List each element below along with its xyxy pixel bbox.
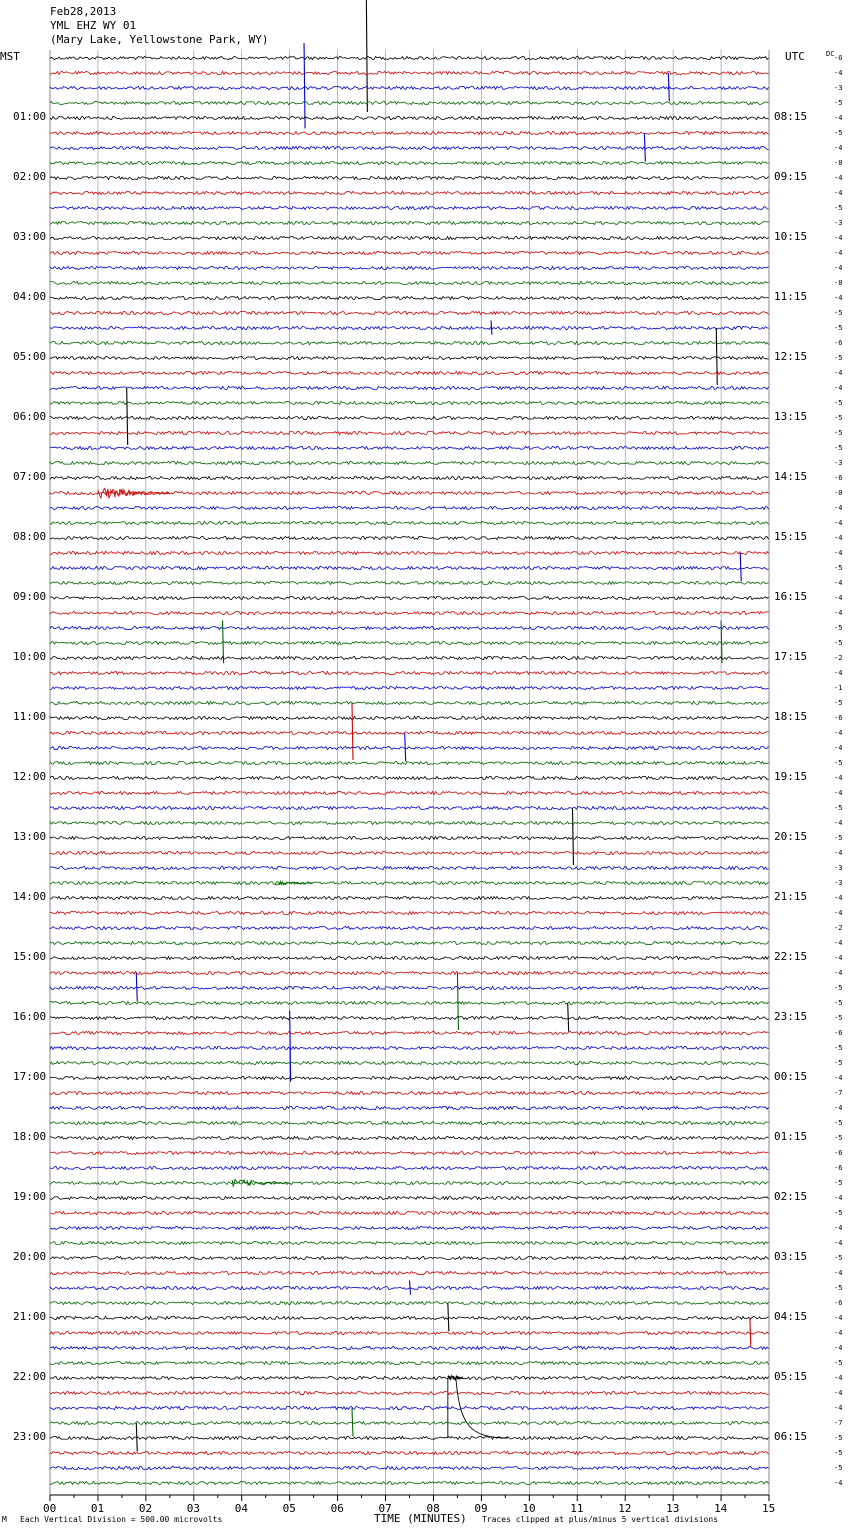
dc-offset-label: -4 xyxy=(834,504,843,512)
seismic-trace xyxy=(50,1346,769,1349)
seismic-trace xyxy=(50,716,769,719)
utc-hour-label: 05:15 xyxy=(774,1370,808,1383)
dc-offset-label: -5 xyxy=(834,1449,843,1457)
seismic-trace xyxy=(50,176,769,179)
x-axis xyxy=(50,1495,769,1501)
mst-hour-label: 13:00 xyxy=(13,830,47,843)
dc-offset-label: -5 xyxy=(834,429,843,437)
dc-offset-label: -7 xyxy=(834,1089,843,1097)
dc-offset-label: -4 xyxy=(834,1104,843,1112)
seismic-trace xyxy=(50,1271,769,1274)
seismic-trace xyxy=(50,1061,769,1064)
dc-offset-label: -4 xyxy=(834,174,843,182)
mst-hour-label: 02:00 xyxy=(13,170,47,183)
seismic-trace xyxy=(50,1121,769,1124)
seismic-event xyxy=(410,1281,411,1295)
seismic-trace xyxy=(50,551,769,554)
utc-hour-label: 14:15 xyxy=(774,470,808,483)
seismic-trace xyxy=(50,746,769,749)
dc-offset-label: -4 xyxy=(834,939,843,947)
dc-offset-label: -4 xyxy=(834,369,843,377)
seismic-trace xyxy=(50,146,769,149)
mst-hour-label: 23:00 xyxy=(13,1430,47,1443)
dc-title: DC xyxy=(826,50,835,58)
dc-offset-label: -4 xyxy=(834,954,843,962)
seismic-event xyxy=(457,973,458,1030)
x-tick-label: 13 xyxy=(666,1502,680,1515)
dc-offset-label: -5 xyxy=(834,999,843,1007)
x-tick-label: 05 xyxy=(282,1502,296,1515)
dc-offset-label: -4 xyxy=(834,1269,843,1277)
seismic-trace xyxy=(50,86,769,89)
dc-offset-label: -5 xyxy=(834,399,843,407)
mst-hour-label: 15:00 xyxy=(13,950,47,963)
dc-offset-label: -4 xyxy=(834,294,843,302)
dc-offset-label: -5 xyxy=(834,1044,843,1052)
dc-offset-label: -5 xyxy=(834,1434,843,1442)
dc-offset-label: -5 xyxy=(834,414,843,422)
dc-offset-label: -4 xyxy=(834,744,843,752)
dc-offset-label: -4 xyxy=(834,1314,843,1322)
dc-offset-label: -5 xyxy=(834,309,843,317)
dc-offset-label: -5 xyxy=(834,564,843,572)
dc-offset-label: -6 xyxy=(834,474,843,482)
dc-offset-label: -4 xyxy=(834,789,843,797)
seismic-trace xyxy=(50,1106,769,1109)
dc-offset-label: -6 xyxy=(834,339,843,347)
seismic-event xyxy=(644,133,645,162)
dc-offset-label: -4 xyxy=(834,384,843,392)
seismic-trace xyxy=(50,416,769,419)
dc-offset-label: -4 xyxy=(834,579,843,587)
seismic-event xyxy=(98,488,169,498)
seismic-trace xyxy=(50,821,769,824)
dc-offset-label: -4 xyxy=(834,234,843,242)
dc-offset-label: -5 xyxy=(834,354,843,362)
x-tick-label: 06 xyxy=(330,1502,344,1515)
dc-offset-label: -4 xyxy=(834,264,843,272)
seismic-trace xyxy=(50,506,769,509)
utc-hour-label: 21:15 xyxy=(774,890,808,903)
dc-offset-label: -4 xyxy=(834,1389,843,1397)
seismic-trace xyxy=(50,1016,769,1019)
seismic-trace xyxy=(50,536,769,539)
dc-offset-label: -3 xyxy=(834,459,843,467)
dc-offset-label: -8 xyxy=(834,159,843,167)
seismic-trace xyxy=(50,641,769,644)
dc-offset-label: -4 xyxy=(834,519,843,527)
dc-offset-label: -4 xyxy=(834,1404,843,1412)
seismic-trace xyxy=(50,1286,769,1289)
x-tick-label: 10 xyxy=(522,1502,536,1515)
dc-offset-label: -5 xyxy=(834,1119,843,1127)
seismic-trace xyxy=(50,926,769,929)
dc-offset-label: -4 xyxy=(834,609,843,617)
dc-offset-label: -8 xyxy=(834,279,843,287)
seismic-trace xyxy=(50,1211,769,1214)
seismic-trace xyxy=(50,566,769,569)
seismic-trace xyxy=(50,1031,769,1034)
dc-offset-label: -5 xyxy=(834,1359,843,1367)
dc-offset-label: -5 xyxy=(834,1464,843,1472)
seismic-trace xyxy=(50,296,769,299)
utc-hour-label: 12:15 xyxy=(774,350,808,363)
seismic-trace xyxy=(50,326,769,329)
mst-hour-label: 19:00 xyxy=(13,1190,47,1203)
mst-hour-label: 10:00 xyxy=(13,650,47,663)
dc-offset-label: -4 xyxy=(834,1344,843,1352)
dc-offset-label: -0 xyxy=(834,489,843,497)
mst-hour-label: 12:00 xyxy=(13,770,47,783)
seismic-trace xyxy=(50,986,769,989)
seismic-event xyxy=(568,1003,569,1032)
utc-hour-label: 06:15 xyxy=(774,1430,808,1443)
dc-offset-label: -5 xyxy=(834,804,843,812)
seismic-trace xyxy=(50,1151,769,1154)
dc-offset-label: -4 xyxy=(834,969,843,977)
dc-offset-label: -6 xyxy=(834,54,843,62)
utc-hour-label: 10:15 xyxy=(774,230,808,243)
seismic-trace xyxy=(50,1181,769,1184)
mst-hour-label: 14:00 xyxy=(13,890,47,903)
seismic-trace xyxy=(50,1001,769,1004)
seismic-trace xyxy=(50,386,769,389)
seismic-trace xyxy=(50,701,769,704)
seismic-trace xyxy=(50,521,769,524)
seismic-trace xyxy=(50,761,769,764)
x-tick-label: 01 xyxy=(90,1502,105,1515)
seismic-trace xyxy=(50,791,769,794)
dc-offset-label: -5 xyxy=(834,759,843,767)
seismic-trace xyxy=(50,341,769,344)
seismic-trace xyxy=(50,1421,769,1424)
dc-offset-label: -4 xyxy=(834,114,843,122)
seismic-trace xyxy=(50,1241,769,1244)
utc-hour-label: 18:15 xyxy=(774,710,808,723)
seismic-trace xyxy=(50,896,769,899)
footer-mark: M xyxy=(2,1515,7,1524)
seismic-trace xyxy=(50,236,769,239)
dc-offset-label: -4 xyxy=(834,1224,843,1232)
x-tick-label: 11 xyxy=(570,1502,584,1515)
dc-offset-label: -4 xyxy=(834,849,843,857)
dc-offset-label: -4 xyxy=(834,594,843,602)
seismic-trace xyxy=(50,281,769,284)
dc-offset-label: -4 xyxy=(834,909,843,917)
seismic-trace xyxy=(50,1391,769,1394)
dc-offset-label: -3 xyxy=(834,879,843,887)
dc-offset-label: -4 xyxy=(834,774,843,782)
seismic-trace xyxy=(50,1466,769,1469)
mst-hour-label: 18:00 xyxy=(13,1130,47,1143)
seismic-trace xyxy=(50,221,769,224)
seismic-trace xyxy=(50,1316,769,1319)
utc-hour-label: 13:15 xyxy=(774,410,808,423)
utc-hour-label: 08:15 xyxy=(774,110,808,123)
dc-offset-label: -2 xyxy=(834,654,843,662)
seismic-trace xyxy=(50,1136,769,1139)
header-location: (Mary Lake, Yellowstone Park, WY) xyxy=(50,33,269,46)
dc-offset-label: -5 xyxy=(834,324,843,332)
utc-hour-label: 01:15 xyxy=(774,1130,808,1143)
seismic-trace xyxy=(50,851,769,854)
seismic-trace xyxy=(50,596,769,599)
seismic-trace xyxy=(50,776,769,779)
x-tick-label: 15 xyxy=(762,1502,776,1515)
seismic-trace xyxy=(50,1256,769,1259)
x-tick-label: 02 xyxy=(138,1502,153,1515)
mst-hour-label: 03:00 xyxy=(13,230,47,243)
x-tick-label: 08 xyxy=(426,1502,440,1515)
seismic-trace xyxy=(50,1406,769,1409)
utc-hour-label: 20:15 xyxy=(774,830,808,843)
dc-offset-label: -5 xyxy=(834,624,843,632)
utc-hour-label: 17:15 xyxy=(774,650,808,663)
footer-clip: Traces clipped at plus/minus 5 vertical divisions xyxy=(482,1515,719,1524)
dc-offset-label: -2 xyxy=(834,924,843,932)
dc-offset-label: -4 xyxy=(834,819,843,827)
seismic-trace xyxy=(50,161,769,164)
seismic-trace xyxy=(50,311,769,314)
seismic-event xyxy=(136,973,137,1002)
dc-offset-label: -5 xyxy=(834,1179,843,1187)
dc-offset-label: -4 xyxy=(834,189,843,197)
dc-offset-label: -4 xyxy=(834,1239,843,1247)
seismic-event xyxy=(127,388,128,445)
seismic-trace xyxy=(50,131,769,134)
seismic-trace xyxy=(50,971,769,974)
dc-offset-label: -6 xyxy=(834,714,843,722)
seismic-trace xyxy=(50,251,769,254)
seismic-trace xyxy=(50,806,769,809)
dc-offset-label: -5 xyxy=(834,639,843,647)
dc-offset-label: -6 xyxy=(834,1149,843,1157)
seismic-trace xyxy=(50,431,769,434)
dc-offset-label: -4 xyxy=(834,1074,843,1082)
dc-offset-label: -7 xyxy=(834,1419,843,1427)
mst-hour-label: 06:00 xyxy=(13,410,47,423)
utc-hour-label: 04:15 xyxy=(774,1310,808,1323)
seismic-trace xyxy=(50,731,769,734)
utc-hour-label: 15:15 xyxy=(774,530,808,543)
mst-hour-label: 16:00 xyxy=(13,1010,47,1023)
seismic-trace xyxy=(50,476,769,479)
dc-offset-label: -4 xyxy=(834,534,843,542)
dc-offset-label: -6 xyxy=(834,1029,843,1037)
utc-hour-label: 02:15 xyxy=(774,1190,808,1203)
seismic-trace xyxy=(50,1451,769,1454)
mst-hour-label: 09:00 xyxy=(13,590,47,603)
seismic-trace xyxy=(50,1301,769,1304)
seismic-trace xyxy=(50,941,769,944)
dc-offset-label: -5 xyxy=(834,834,843,842)
header-station: YML EHZ WY 01 xyxy=(50,19,137,32)
dc-offset-label: -4 xyxy=(834,1194,843,1202)
trace-group xyxy=(50,0,769,1485)
seismic-trace xyxy=(50,626,769,629)
left-title-mst: MST xyxy=(0,50,20,63)
right-title-utc: UTC xyxy=(785,50,805,63)
utc-hour-label: 11:15 xyxy=(774,290,808,303)
seismic-trace xyxy=(50,956,769,959)
seismic-event xyxy=(232,1180,289,1187)
header-date: Feb28,2013 xyxy=(50,5,117,18)
x-tick-label: 14 xyxy=(714,1502,728,1515)
dc-offset-label: -5 xyxy=(834,444,843,452)
dc-offset-label: -3 xyxy=(834,219,843,227)
utc-hour-label: 09:15 xyxy=(774,170,808,183)
seismic-trace xyxy=(50,1226,769,1229)
mst-hour-label: 11:00 xyxy=(13,710,47,723)
seismic-trace xyxy=(50,1091,769,1094)
mst-hour-label: 01:00 xyxy=(13,110,47,123)
utc-hour-label: 19:15 xyxy=(774,770,808,783)
seismic-trace xyxy=(50,866,769,869)
x-tick-label: 00 xyxy=(43,1502,57,1515)
dc-offset-label: -4 xyxy=(834,249,843,257)
dc-offset-label: -4 xyxy=(834,144,843,152)
seismic-trace xyxy=(50,911,769,914)
x-tick-label: 12 xyxy=(618,1502,632,1515)
seismic-event xyxy=(366,0,367,112)
seismic-trace xyxy=(50,356,769,359)
seismic-trace xyxy=(50,101,769,104)
seismic-trace xyxy=(50,266,769,269)
seismic-trace xyxy=(50,1076,769,1079)
x-tick-label: 04 xyxy=(234,1502,248,1515)
seismic-trace xyxy=(50,686,769,689)
seismic-trace xyxy=(50,1331,769,1334)
seismic-trace xyxy=(50,461,769,464)
dc-offset-label: -1 xyxy=(834,684,843,692)
seismic-trace xyxy=(50,581,769,584)
seismic-event xyxy=(716,328,717,385)
dc-offset-label: -4 xyxy=(834,1374,843,1382)
dc-offset-label: -4 xyxy=(834,1329,843,1337)
seismic-trace xyxy=(50,881,769,884)
seismic-trace xyxy=(50,401,769,404)
seismic-event xyxy=(572,808,573,865)
seismic-trace xyxy=(50,446,769,449)
dc-offset-label: -4 xyxy=(834,549,843,557)
dc-offset-label: -4 xyxy=(834,1479,843,1487)
seismic-trace xyxy=(50,671,769,674)
mst-hour-label: 22:00 xyxy=(13,1370,47,1383)
x-axis-title: TIME (MINUTES) xyxy=(374,1512,467,1525)
mst-hour-label: 17:00 xyxy=(13,1070,47,1083)
dc-offset-label: -3 xyxy=(834,864,843,872)
dc-offset-label: -5 xyxy=(834,1254,843,1262)
seismic-trace xyxy=(50,206,769,209)
utc-hour-label: 23:15 xyxy=(774,1010,808,1023)
x-tick-label: 07 xyxy=(378,1502,392,1515)
dc-offset-label: -4 xyxy=(834,69,843,77)
dc-offset-label: -5 xyxy=(834,1284,843,1292)
seismic-trace xyxy=(50,71,769,74)
seismic-event xyxy=(740,553,741,582)
utc-hour-label: 22:15 xyxy=(774,950,808,963)
mst-hour-label: 05:00 xyxy=(13,350,47,363)
footer-scale: Each Vertical Division = 500.00 microvolts xyxy=(20,1515,223,1524)
utc-hour-label: 00:15 xyxy=(774,1070,808,1083)
seismic-trace xyxy=(50,1046,769,1049)
dc-offset-label: -5 xyxy=(834,1134,843,1142)
dc-offset-label: -5 xyxy=(834,129,843,137)
dc-offset-label: -5 xyxy=(834,1014,843,1022)
seismic-trace xyxy=(50,191,769,194)
seismic-trace xyxy=(50,1196,769,1199)
seismic-trace xyxy=(50,611,769,614)
dc-offset-label: -5 xyxy=(834,99,843,107)
utc-hour-label: 16:15 xyxy=(774,590,808,603)
x-tick-label: 03 xyxy=(186,1502,201,1515)
seismic-event xyxy=(668,73,669,102)
seismic-event xyxy=(352,703,353,760)
dc-offset-label: -5 xyxy=(834,699,843,707)
utc-hour-label: 03:15 xyxy=(774,1250,808,1263)
seismic-trace xyxy=(50,116,769,119)
mst-hour-label: 07:00 xyxy=(13,470,47,483)
seismic-trace xyxy=(50,1376,769,1379)
seismic-event xyxy=(491,321,492,335)
dc-offset-label: -4 xyxy=(834,894,843,902)
x-tick-label: 09 xyxy=(474,1502,488,1515)
dc-offset-label: -3 xyxy=(834,84,843,92)
seismic-trace xyxy=(50,836,769,839)
dc-offset-label: -4 xyxy=(834,729,843,737)
mst-hour-label: 08:00 xyxy=(13,530,47,543)
seismic-trace xyxy=(50,1166,769,1169)
seismic-event xyxy=(405,733,406,762)
seismic-event xyxy=(352,1408,353,1437)
seismic-trace xyxy=(50,656,769,659)
seismic-trace xyxy=(50,371,769,374)
seismic-event xyxy=(448,1303,449,1332)
dc-offset-label: -6 xyxy=(834,1299,843,1307)
dc-offset-label: -5 xyxy=(834,984,843,992)
seismic-trace xyxy=(50,56,769,59)
mst-hour-label: 20:00 xyxy=(13,1250,47,1263)
mst-hour-label: 04:00 xyxy=(13,290,47,303)
dc-offset-label: -5 xyxy=(834,1209,843,1217)
dc-offset-label: -6 xyxy=(834,1164,843,1172)
seismic-event xyxy=(136,1423,137,1452)
dc-offset-label: -5 xyxy=(834,1059,843,1067)
seismic-event xyxy=(750,1318,751,1347)
dc-offset-label: -5 xyxy=(834,204,843,212)
mst-hour-label: 21:00 xyxy=(13,1310,47,1323)
seismic-trace xyxy=(50,1436,769,1439)
seismic-trace xyxy=(50,1481,769,1484)
seismic-event xyxy=(448,1376,508,1438)
dc-offset-label: -4 xyxy=(834,669,843,677)
seismic-trace xyxy=(50,1361,769,1364)
seismic-event xyxy=(304,43,305,129)
